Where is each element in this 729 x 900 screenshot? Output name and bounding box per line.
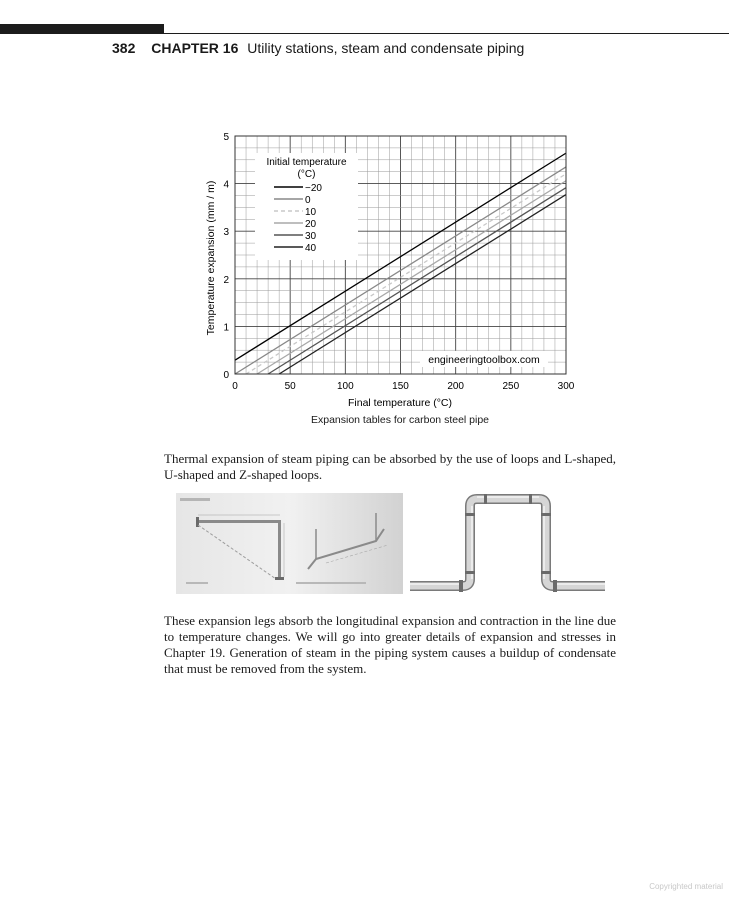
legend-title: (°C) — [297, 169, 316, 180]
paragraph-1: Thermal expansion of steam piping can be absorbed by the use of loops and L-shaped, U-shaped and Z-shaped loops. — [164, 451, 616, 482]
x-tick-label: 0 — [232, 381, 238, 392]
paragraph-2: These expansion legs absorb the longitudinal expansion and contraction in the line due to temperature changes. We will go into greater details of expansion and stresses in Chapter 19. Generation of steam in the piping system causes a buildup of condensate that must be removed from the system. — [164, 613, 616, 676]
x-axis-label: Final temperature (°C) — [348, 397, 452, 409]
page-number: 382 — [112, 40, 136, 56]
l-shaped-loop-drawing — [176, 493, 403, 594]
y-tick-label: 3 — [223, 227, 229, 239]
y-tick-label: 1 — [223, 322, 229, 334]
legend-label: 30 — [305, 231, 317, 242]
y-tick-label: 5 — [223, 132, 229, 143]
x-tick-label: 200 — [447, 381, 465, 392]
y-axis-label: Temperature expansion (mm / m) — [205, 180, 217, 336]
y-tick-label: 2 — [223, 274, 229, 286]
chapter-label: CHAPTER 16 — [151, 40, 239, 56]
header-bar — [0, 24, 164, 34]
running-head — [112, 40, 524, 56]
x-tick-label: 300 — [557, 381, 575, 392]
u-shaped-loop-drawing — [408, 489, 608, 597]
figure-caption: Expansion tables for carbon steel pipe — [310, 414, 490, 426]
header-rule — [164, 33, 729, 34]
x-tick-label: 50 — [284, 381, 296, 392]
legend-label: 0 — [305, 195, 311, 206]
legend-label: 40 — [305, 243, 317, 254]
legend-title: Initial temperature — [266, 157, 347, 168]
y-tick-label: 4 — [223, 179, 229, 191]
x-tick-label: 100 — [336, 381, 354, 392]
expansion-chart — [200, 128, 590, 428]
chapter-title: Utility stations, steam and condensate piping — [247, 40, 525, 56]
watermark-text: engineeringtoolbox.com — [428, 354, 540, 366]
x-tick-label: 150 — [392, 381, 409, 392]
y-tick-label: 0 — [223, 370, 229, 381]
copyright-footer: Copyrighted material — [649, 882, 723, 891]
legend-label: 20 — [305, 219, 317, 230]
x-tick-label: 250 — [502, 381, 520, 392]
legend-label: −20 — [305, 183, 322, 194]
legend-label: 10 — [305, 207, 317, 218]
chart-legend — [255, 153, 358, 260]
